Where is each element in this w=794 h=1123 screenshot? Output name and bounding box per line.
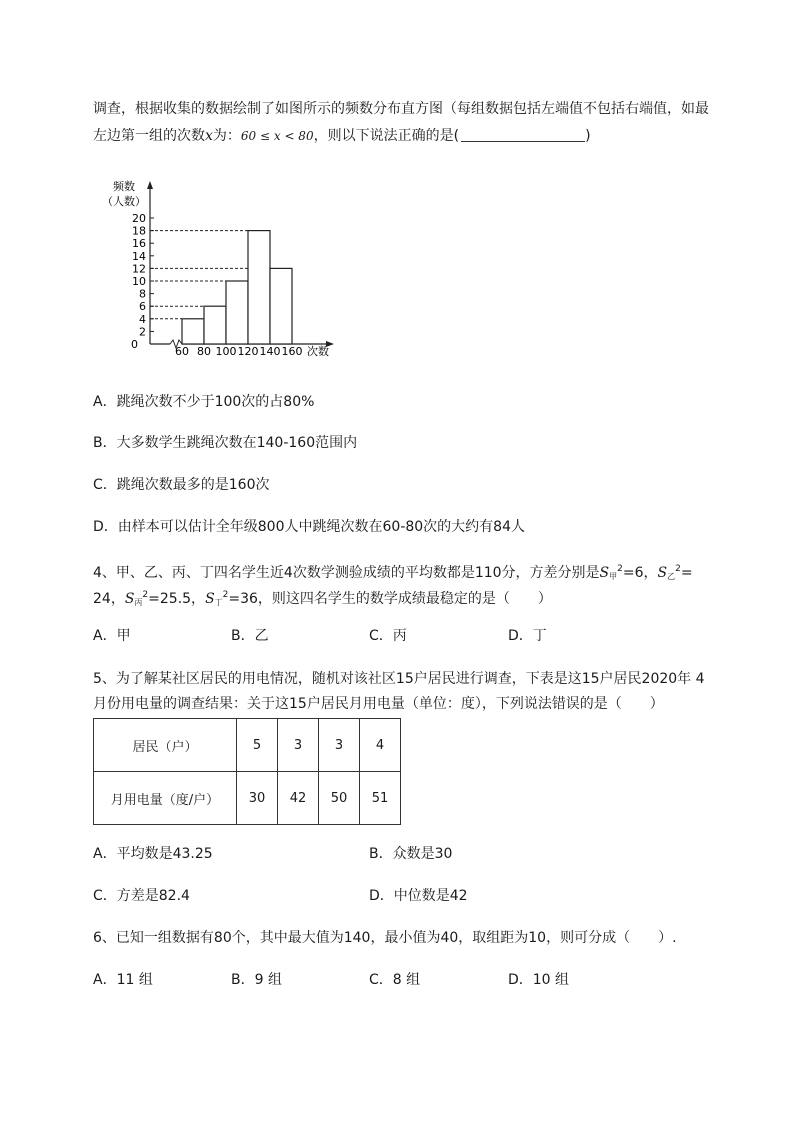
q3-stem-line1: 调查，根据收集的数据绘制了如图所示的频数分布直方图（每组数据包括左端值不包括右端值，如最 bbox=[93, 101, 709, 117]
table-cell: 5 bbox=[237, 719, 278, 772]
y-tick-label: 20 bbox=[132, 212, 146, 225]
histogram-bar bbox=[204, 306, 226, 344]
q4-sub-yi: 乙 bbox=[667, 572, 676, 581]
y-tick-label: 10 bbox=[132, 275, 146, 288]
table-cell: 4 bbox=[360, 719, 401, 772]
q4-value-bing: =25.5， bbox=[148, 591, 206, 607]
histogram-chart bbox=[100, 178, 340, 360]
table-row-header-households: 居民（户） bbox=[94, 719, 237, 772]
x-axis-label: 次数 bbox=[307, 345, 329, 358]
q3-option-c[interactable]: C．跳绳次数最多的是160次 bbox=[93, 477, 270, 493]
q6-option-b[interactable]: B．9 组 bbox=[231, 972, 282, 988]
table-cell: 3 bbox=[319, 719, 360, 772]
x-tick-label: 80 bbox=[197, 345, 211, 358]
histogram-bar bbox=[182, 319, 204, 344]
q4-s-ding: S bbox=[205, 591, 215, 607]
q5-stem-line1: 5、为了解某社区居民的用电情况，随机对该社区15户居民进行调查，下表是这15户居民2020年 4 bbox=[93, 671, 705, 687]
table-row-header-usage: 月用电量（度/户） bbox=[94, 772, 237, 825]
answer-blank[interactable] bbox=[461, 125, 585, 142]
q3-stem-text-b: 为： bbox=[212, 128, 241, 144]
q4-s-bing: S bbox=[124, 591, 135, 607]
q4-option-b[interactable]: B．乙 bbox=[231, 628, 269, 644]
q3-stem-text-a: 左边第一组的次数 bbox=[93, 128, 205, 144]
q4-sup-ding: 2 bbox=[222, 590, 229, 600]
q4-option-d[interactable]: D．丁 bbox=[508, 628, 547, 644]
q4-option-a[interactable]: A．甲 bbox=[93, 628, 131, 644]
y-axis-label-1: 频数 bbox=[113, 180, 135, 193]
q3-stem-close: ) bbox=[585, 128, 591, 144]
q6-stem: 6、已知一组数据有80个，其中最大值为140，最小值为40，取组距为10，则可分成（ ）. bbox=[93, 930, 677, 946]
q4-value-yi: 24， bbox=[93, 591, 125, 607]
y-tick-label: 4 bbox=[139, 312, 146, 326]
y-tick-label: 2 bbox=[139, 325, 146, 339]
x-tick-label: 140 bbox=[259, 345, 281, 358]
q3-stem-line2 bbox=[93, 125, 591, 146]
table-cell: 51 bbox=[360, 772, 401, 825]
table-row bbox=[94, 719, 401, 772]
q4-stem-text: 4、甲、乙、丙、丁四名学生近4次数学测验成绩的平均数都是110分，方差分别是 bbox=[93, 565, 600, 581]
q5-option-c[interactable]: C．方差是82.4 bbox=[93, 888, 190, 904]
table-cell: 3 bbox=[278, 719, 319, 772]
q4-stem-line1 bbox=[93, 559, 693, 587]
q3-stem-inequality: 60 ≤ x < 80 bbox=[240, 129, 314, 143]
y-tick-label: 6 bbox=[139, 300, 146, 314]
q6-option-a[interactable]: A．11 组 bbox=[93, 972, 153, 988]
q4-sup-bing: 2 bbox=[142, 590, 149, 600]
y-axis-label-2: （人数） bbox=[102, 195, 146, 208]
y-tick-label: 14 bbox=[132, 249, 146, 263]
y-tick-label: 0 bbox=[131, 338, 138, 351]
x-tick-label: 100 bbox=[215, 345, 237, 358]
q4-stem-line2 bbox=[93, 585, 552, 613]
q4-sup-jia: 2 bbox=[617, 564, 623, 574]
table-cell: 42 bbox=[278, 772, 319, 825]
q6-option-c[interactable]: C．8 组 bbox=[369, 972, 421, 988]
q4-s-yi: S bbox=[657, 565, 668, 581]
histogram-bar bbox=[248, 231, 270, 344]
x-tick-label: 60 bbox=[175, 345, 189, 358]
q4-sup-yi: 2 bbox=[675, 564, 681, 574]
q5-option-b[interactable]: B．众数是30 bbox=[369, 846, 453, 862]
table-cell: 50 bbox=[319, 772, 360, 825]
q4-eq-yi: = bbox=[680, 565, 693, 581]
q3-option-d[interactable]: D．由样本可以估计全年级800人中跳绳次数在60-80次的大约有84人 bbox=[93, 519, 525, 535]
q4-sub-jia: 甲 bbox=[609, 572, 618, 581]
q4-option-c[interactable]: C．丙 bbox=[369, 628, 407, 644]
q5-option-a[interactable]: A．平均数是43.25 bbox=[93, 846, 213, 862]
q4-value-jia: =6， bbox=[622, 565, 658, 581]
y-axis-arrow bbox=[147, 181, 153, 189]
q4-sub-ding: 丁 bbox=[214, 598, 223, 607]
q3-option-a[interactable]: A．跳绳次数不少于100次的占80% bbox=[93, 394, 315, 410]
q3-option-b[interactable]: B．大多数学生跳绳次数在140-160范围内 bbox=[93, 435, 358, 451]
q3-stem-text-c: ，则以下说法正确的是( bbox=[313, 128, 460, 144]
table-row bbox=[94, 772, 401, 825]
q4-value-ding: =36，则这四名学生的数学成绩最稳定的是（ ） bbox=[228, 591, 552, 607]
q5-stem-line2: 月份用电量的调查结果：关于这15户居民月用电量（单位：度），下列说法错误的是（ ） bbox=[93, 696, 664, 712]
y-tick-label: 18 bbox=[132, 224, 146, 238]
x-tick-label: 160 bbox=[281, 345, 303, 358]
histogram-bar bbox=[270, 268, 292, 344]
q3-stem-var: x bbox=[205, 128, 213, 144]
y-tick-label: 8 bbox=[139, 287, 146, 301]
y-tick-label: 16 bbox=[132, 237, 146, 251]
q5-data-table bbox=[93, 718, 401, 825]
q6-option-d[interactable]: D．10 组 bbox=[508, 972, 570, 988]
table-cell: 30 bbox=[237, 772, 278, 825]
q4-s-jia: S bbox=[599, 565, 610, 581]
q5-option-d[interactable]: D．中位数是42 bbox=[369, 888, 468, 904]
x-tick-label: 120 bbox=[237, 345, 259, 358]
y-tick-label: 12 bbox=[132, 262, 146, 276]
histogram-bar bbox=[226, 281, 248, 344]
q4-sub-bing: 丙 bbox=[134, 598, 143, 607]
